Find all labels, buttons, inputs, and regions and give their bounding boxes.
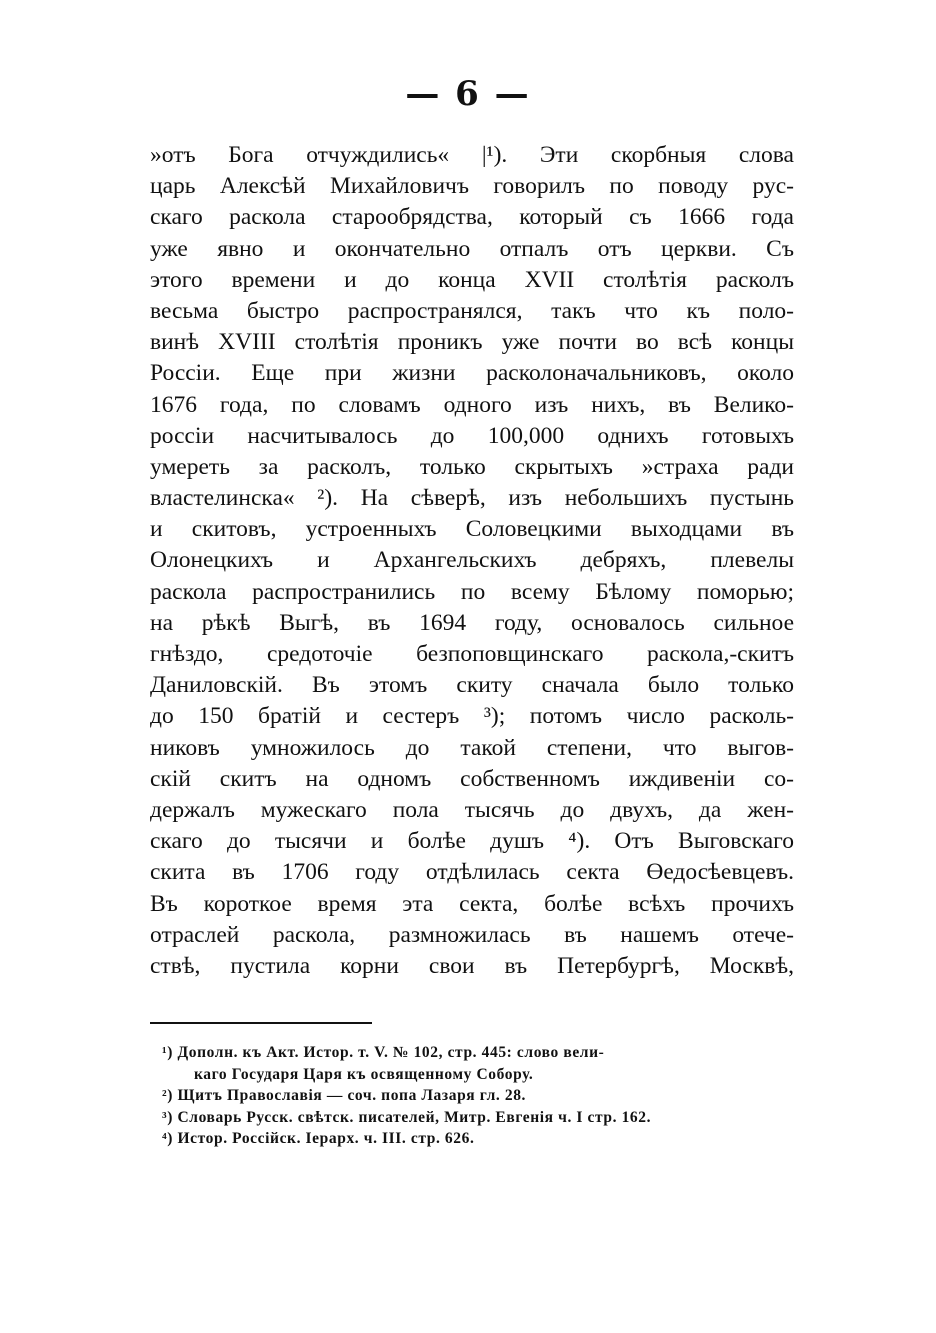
- text-line: ствѣ, пустила корни свои въ Петербургѣ, Москвѣ,: [150, 952, 794, 979]
- text-line: царь Алексѣй Михайловичъ говорилъ по поводу рус-: [150, 173, 794, 200]
- page-number: — 6 —: [405, 74, 531, 114]
- footnote-3: ³) Словарь Русск. свѣтск. писателей, Митр. Евгенія ч. I стр. 162.: [162, 1108, 652, 1126]
- footnote-1-continuation: каго Государя Царя къ освященному Собору.: [194, 1065, 534, 1083]
- text-line: Даниловскій. Въ этомъ скиту сначала было только: [150, 672, 794, 699]
- text-line: 1676 года, по словамъ одного изъ нихъ, въ Велико-: [150, 391, 794, 418]
- text-line: уже явно и окончательно отпалъ отъ церкви. Съ: [150, 235, 794, 262]
- text-line: винѣ XVIII столѣтія проникъ уже почти во всѣ концы: [150, 329, 794, 356]
- text-line: Россіи. Еще при жизни расколоначальниковъ, около: [150, 360, 794, 387]
- text-line: этого времени и до конца XVII столѣтія расколъ: [150, 266, 794, 293]
- text-line: скаго раскола старообрядства, который съ 1666 года: [150, 204, 794, 231]
- body-text: [150, 140, 794, 982]
- text-line: отраслей раскола, размножилась въ нашемъ отече-: [150, 921, 794, 948]
- footnote-2: ²) Щитъ Православія — соч. попа Лазаря гл. 28.: [162, 1087, 527, 1104]
- text-line: скаго до тысячи и болѣе душъ ⁴). Отъ Выговскаго: [150, 828, 794, 855]
- footnotes: [162, 1042, 792, 1150]
- text-line: властелинска« ²). На сѣверѣ, изъ небольшихъ пустынь: [150, 485, 794, 512]
- text-line: гнѣздо, средоточіе безпоповщинскаго раскола,-скитъ: [150, 641, 794, 667]
- text-line: весьма быстро распространялся, такъ что къ поло-: [150, 297, 794, 324]
- text-line: россіи насчитывалось до 100,000 однихъ готовыхъ: [150, 422, 794, 449]
- text-line: держалъ мужескаго пола тысячь до двухъ, да жен-: [150, 796, 794, 823]
- text-line: раскола распространились по всему Бѣлому поморью;: [150, 578, 794, 605]
- text-line: Олонецкихъ и Архангельскихъ дебряхъ, плевелы: [150, 547, 794, 574]
- text-line: скита въ 1706 году отдѣлилась секта Өедосѣевцевъ.: [150, 859, 794, 886]
- footnote-4: ⁴) Истор. Россійск. Іерарх. ч. III. стр. 626.: [162, 1130, 475, 1147]
- text-line: до 150 братій и сестеръ ³); потомъ число расколь-: [150, 703, 794, 730]
- text-line: умереть за расколъ, только скрытыхъ »страха ради: [150, 453, 794, 480]
- text-line: никовъ умножилось до такой степени, что выгов-: [150, 734, 794, 761]
- text-line: на рѣкѣ Выгѣ, въ 1694 году, основалось сильное: [150, 609, 794, 636]
- text-line: и скитовъ, устроенныхъ Соловецкими выходцами въ: [150, 516, 794, 543]
- text-line: Въ короткое время эта секта, болѣе всѣхъ прочихъ: [150, 890, 794, 917]
- footnote-1: ¹) Дополн. къ Акт. Истор. т. V. № 102, стр. 445: слово вели-: [162, 1044, 605, 1061]
- footnote-separator: [150, 1022, 372, 1024]
- text-line: »отъ Бога отчуждились« |¹). Эти скорбныя слова: [150, 142, 794, 168]
- text-line: скій скитъ на одномъ собственномъ иждивеніи со-: [150, 765, 794, 792]
